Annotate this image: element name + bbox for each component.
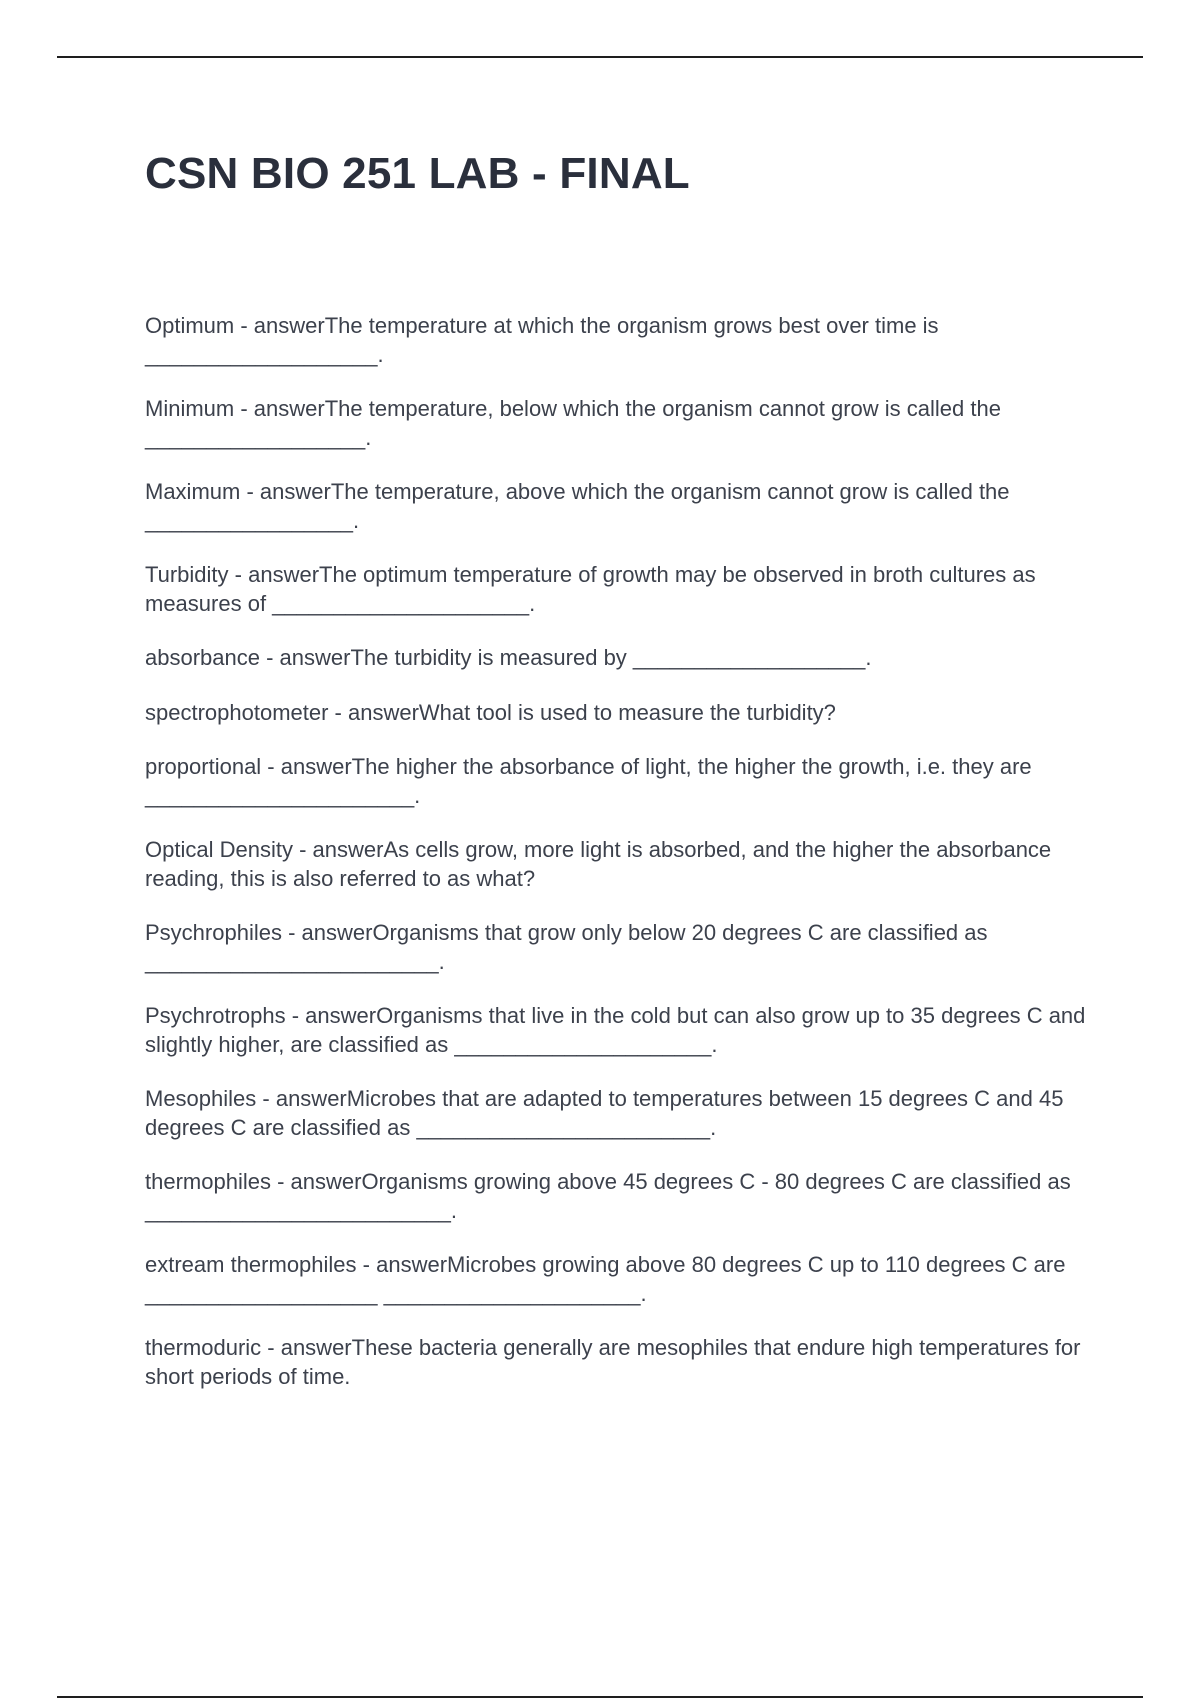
qa-term: extream thermophiles [145,1252,357,1277]
qa-question: The optimum temperature of growth may be observed in broth cultures as measures of _____________________. [145,562,1036,616]
qa-item-absorbance [145,644,1091,673]
qa-separator: - answer [259,645,351,670]
qa-item-thermoduric [145,1334,1091,1391]
qa-term: Optical Density [145,837,293,862]
qa-question: The temperature, below which the organism cannot grow is called the __________________. [145,396,1001,450]
qa-separator: - answer [328,699,419,725]
qa-term: Psychrotrophs [145,1003,286,1028]
qa-item-spectrophotometer [145,699,1091,728]
qa-item-optimum [145,312,1091,369]
page-title: CSN BIO 251 LAB - FINAL [145,149,690,198]
qa-item-psychrotrophs [145,1002,1091,1059]
qa-item-maximum [145,478,1091,535]
qa-separator: - answer [261,754,352,779]
qa-item-thermophiles [145,1168,1091,1225]
qa-term: spectrophotometer [145,699,329,725]
qa-separator: - answer [356,1252,448,1277]
qa-question: The temperature, above which the organism cannot grow is called the _________________. [145,479,1010,533]
qa-term: absorbance [145,645,260,670]
qa-term: thermoduric [145,1335,262,1360]
qa-separator: - answer [285,1003,377,1028]
qa-question: The temperature at which the organism grows best over time is ___________________. [145,313,939,367]
qa-question: What tool is used to measure the turbidity? [418,699,836,725]
qa-separator: - answer [228,562,320,587]
qa-separator: - answer [281,920,373,945]
qa-term: thermophiles [145,1169,271,1194]
qa-term: Psychrophiles [145,920,282,945]
qa-term: Mesophiles [145,1086,257,1111]
qa-list [145,312,1091,1417]
qa-term: Optimum [145,313,235,338]
qa-question: Microbes growing above 80 degrees C up to 110 degrees C are ___________________ _____________________. [145,1252,1066,1306]
qa-separator: - answer [256,1086,347,1111]
qa-item-psychrophiles [145,919,1091,976]
qa-question: Organisms that grow only below 20 degrees C are classified as ________________________. [145,920,988,974]
qa-separator: - answer [234,396,325,421]
qa-question: Microbes that are adapted to temperatures between 15 degrees C and 45 degrees C are classified as ________________________. [145,1086,1064,1140]
qa-separator: - answer [234,313,325,338]
qa-item-extream-thermophiles [145,1251,1091,1308]
qa-question: As cells grow, more light is absorbed, and the higher the absorbance reading, this is also referred to as what? [145,837,1052,891]
qa-term: Turbidity [145,562,229,587]
qa-question: The turbidity is measured by ___________________. [350,645,872,670]
qa-question: The higher the absorbance of light, the higher the growth, i.e. they are ______________________. [145,754,1032,808]
qa-term: Maximum [145,479,241,504]
qa-term: Minimum [145,396,235,421]
top-divider [57,56,1143,58]
qa-question: These bacteria generally are mesophiles that endure high temperatures for short periods of time. [145,1335,1081,1389]
qa-item-proportional [145,753,1091,810]
qa-item-optical-density [145,836,1091,893]
qa-separator: - answer [292,837,384,862]
qa-item-mesophiles [145,1085,1091,1142]
qa-separator: - answer [240,479,331,504]
qa-question: Organisms that live in the cold but can also grow up to 35 degrees C and slightly higher, are classified as _____________________. [145,1003,1086,1057]
qa-separator: - answer [261,1335,352,1360]
qa-item-minimum [145,395,1091,452]
qa-separator: - answer [270,1169,362,1194]
qa-term: proportional [145,754,262,779]
bottom-divider [57,1696,1143,1698]
qa-question: Organisms growing above 45 degrees C - 80 degrees C are classified as _________________________. [145,1169,1071,1223]
qa-item-turbidity [145,561,1091,618]
